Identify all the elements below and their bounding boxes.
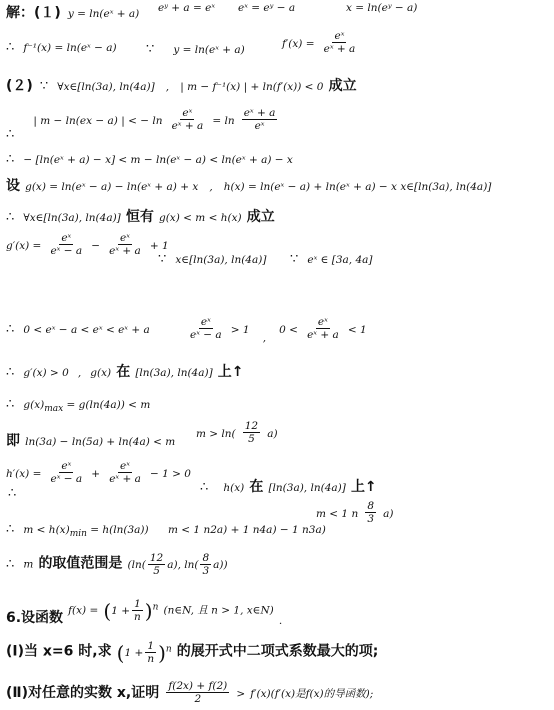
less-than-one: < 1	[347, 324, 367, 336]
ex-inequality: 0 < eˣ − a < eˣ < eˣ + a	[23, 324, 150, 336]
fprime-numerator: eˣ	[334, 30, 345, 42]
part1-line	[6, 2, 418, 22]
because-symbol: ∵	[146, 42, 155, 57]
part1-eq2: eʸ + a = eˣ	[158, 2, 216, 14]
frac-numerator: eˣ	[120, 232, 130, 244]
q6b-tail: f′(x)(f′(x)是f(x)的导函数);	[250, 688, 374, 700]
interval: [ln(3a), ln(4a)]	[268, 482, 346, 494]
hmin-expanded: m < 1 n2a) + 1 n4a) − 1 n3a)	[168, 524, 326, 536]
inverse-line	[6, 36, 117, 55]
abs-ineq-line	[6, 107, 279, 142]
x-range-text: x∈[ln(3a), ln(4a)]	[175, 254, 267, 266]
gprime-positive: g′(x) > 0	[23, 367, 69, 379]
ji-word: 即	[6, 433, 20, 449]
because-symbol: ∵	[290, 252, 299, 267]
therefore-symbol: ∴	[6, 397, 15, 412]
therefore-symbol: ∴	[6, 127, 15, 142]
q6a-base: (1 + $\frac{1}{n}$ )$^n$	[116, 640, 172, 665]
frac-numerator: 12	[244, 420, 259, 432]
hmin-line	[6, 518, 149, 539]
hprime-lhs: h′(x) =	[6, 468, 42, 480]
zai-word: 在	[249, 479, 264, 495]
hprime-line	[6, 460, 191, 485]
g-m-h-inequality: g(x) < m < h(x)	[158, 212, 242, 224]
range-word: 的取值范围是	[38, 555, 123, 572]
fprime-lhs: f′(x) =	[282, 38, 315, 50]
q6a-line	[6, 640, 378, 665]
frac-numerator: eˣ	[61, 460, 72, 472]
part1-eq1: y = ln(eˣ + a)	[67, 8, 140, 20]
therefore-symbol: ∴	[6, 152, 15, 167]
frac-denominator: eˣ − a	[50, 473, 83, 485]
comma: ,	[77, 367, 82, 379]
q6-condition: (n∈N, 且 n > 1, x∈N)	[163, 604, 274, 617]
g-function: g(x)	[90, 367, 112, 379]
therefore-symbol: ∴	[6, 522, 15, 537]
therefore-symbol: ∴	[200, 480, 209, 495]
gprime-line	[6, 232, 169, 257]
greater-than-one: > 1	[230, 324, 250, 336]
frac-denominator: eˣ + a	[109, 473, 141, 485]
frac-numerator: eˣ	[317, 316, 328, 328]
plus-one: + 1	[149, 240, 169, 252]
therefore-lone	[8, 482, 20, 501]
frac-denominator: eˣ − a	[50, 245, 83, 257]
because-symbol: ∵	[158, 252, 167, 267]
m-lower-bound: m > ln( $\frac{12}{5}$ a)	[196, 420, 278, 445]
part2-inequality: | m − f⁻¹(x) | + ln(f′(x)) < 0	[180, 81, 324, 93]
frac-denominator: eˣ + a	[171, 120, 204, 132]
therefore-symbol: ∴	[6, 322, 15, 337]
ex-range	[290, 248, 373, 267]
q6-label: 6.设函数	[6, 609, 64, 626]
define-prefix: 设	[6, 178, 20, 194]
minus-sign: −	[91, 240, 101, 252]
q6-f-lhs: f(x) =	[68, 604, 99, 617]
hmin-expression: $m < h(x)_{min} = h(\ln(3a))$	[23, 524, 149, 540]
frac-numerator: eˣ	[200, 316, 211, 328]
part2-suffix: 成立	[328, 78, 357, 94]
frac-numerator: f(2x) + f(2)	[168, 680, 228, 692]
q6b-line	[6, 680, 373, 705]
comma: ,	[165, 81, 170, 93]
ex-range-text: eˣ ∈ [3a, 4a]	[307, 254, 373, 266]
frac-denominator: 5	[248, 433, 255, 445]
ji-line	[6, 430, 175, 450]
fprime-denominator: eˣ + a	[323, 43, 356, 55]
m-range-line	[6, 552, 228, 577]
q6-dot: .	[278, 614, 283, 627]
abs-ineq-lhs: | m − ln(ex − a) | < − ln	[33, 115, 163, 127]
q6a-label: (Ⅰ)当 x=6 时,求	[6, 643, 112, 660]
hprime-tail: − 1 > 0	[149, 468, 191, 480]
inverse-function: f⁻¹(x) = ln(eˣ − a)	[23, 42, 117, 54]
because-symbol: ∵	[39, 79, 49, 94]
frac-denominator: eˣ − a	[190, 329, 222, 341]
x-range	[158, 248, 266, 267]
because-y-eq	[146, 38, 245, 57]
q6b-fraction	[166, 680, 229, 705]
plus-sign: +	[91, 468, 101, 480]
therefore-symbol: ∴	[6, 365, 15, 380]
ex-inequality-line	[6, 318, 150, 337]
frac-denominator: 3	[367, 513, 374, 525]
always-holds-line	[6, 206, 275, 226]
ji-expression: ln(3a) − ln(5a) + ln(4a) < m	[25, 436, 176, 448]
m-range-value: (ln( $\frac{12}{5}$ a), ln( $\frac{8}{3}$ a))	[127, 552, 228, 577]
q6-base: (1 + $\frac{1}{n}$ )$^n$	[103, 598, 159, 623]
double-inequality: − [ln(eˣ + a) − x] < m − ln(eˣ − a) < ln(eˣ + a) − x	[23, 154, 293, 166]
frac-denominator: eˣ + a	[307, 329, 339, 341]
zai-word: 在	[116, 364, 131, 380]
frac-numerator: 8	[367, 500, 374, 512]
abs-ineq-mid: = ln	[212, 115, 235, 127]
gmax-expression: $g(x)_{max} = g(\ln(4a)) < m$	[23, 399, 151, 415]
double-ineq-line	[6, 148, 293, 167]
therefore-symbol: ∴	[6, 556, 15, 572]
part2-label: (２)	[6, 78, 33, 94]
y-equation: y = ln(eˣ + a)	[173, 44, 245, 56]
comma: ,	[209, 181, 213, 193]
increasing-word: 上↑	[350, 479, 377, 495]
part2-condition: ∀x∈[ln(3a), ln(4a)]	[57, 81, 155, 93]
for-all-condition: ∀x∈[ln(3a), ln(4a)]	[23, 212, 121, 224]
holds-suffix: 成立	[246, 209, 275, 225]
q6b-gt: >	[236, 688, 246, 700]
increasing-word: 上↑	[217, 364, 244, 380]
interval: [ln(3a), ln(4a)]	[135, 367, 213, 379]
gmax-line	[6, 393, 150, 414]
fprime-line	[282, 30, 359, 55]
frac-denominator: 2	[194, 693, 202, 705]
frac2-numerator: eˣ + a	[243, 107, 276, 119]
q6b-label: (Ⅱ)对任意的实数 x,证明	[6, 685, 160, 701]
g-definition: g(x) = ln(eˣ − a) − ln(eˣ + a) + x	[25, 181, 199, 193]
h-definition: h(x) = ln(eˣ − a) + ln(eˣ + a) − x x∈[ln(3a), ln(4a)]	[223, 181, 492, 193]
gprime-lhs: g′(x) =	[6, 240, 42, 252]
therefore-symbol: ∴	[8, 486, 17, 501]
h-increasing	[200, 476, 377, 496]
define-g-h-line	[6, 175, 491, 195]
q6a-tail: 的展开式中二项式系数最大的项;	[176, 643, 379, 660]
part1-label: 解：(１)	[6, 5, 61, 21]
comma: ,	[262, 332, 267, 344]
frac2-denominator: eˣ	[254, 120, 265, 132]
h-function: h(x)	[223, 482, 245, 494]
frac-numerator: eˣ	[120, 460, 130, 472]
frac-numerator: eˣ	[182, 107, 193, 119]
zero-lt: 0 <	[279, 324, 298, 336]
g-increasing-line	[6, 361, 244, 381]
part1-eq3: eˣ = eʸ − a	[238, 2, 296, 14]
q6-line	[6, 598, 283, 627]
frac-numerator: eˣ	[61, 232, 72, 244]
part1-eq4: x = ln(eʸ − a)	[346, 2, 418, 14]
ratio-inequalities	[186, 316, 367, 344]
therefore-symbol: ∴	[6, 210, 15, 225]
m-variable: m	[23, 558, 34, 571]
frac-denominator: eˣ + a	[109, 245, 141, 257]
m-upper-bound: m < 1 n $\frac{8}{3}$ a)	[316, 500, 394, 525]
therefore-symbol: ∴	[6, 40, 15, 55]
part2-line	[6, 75, 357, 95]
always-word: 恒有	[125, 209, 154, 225]
